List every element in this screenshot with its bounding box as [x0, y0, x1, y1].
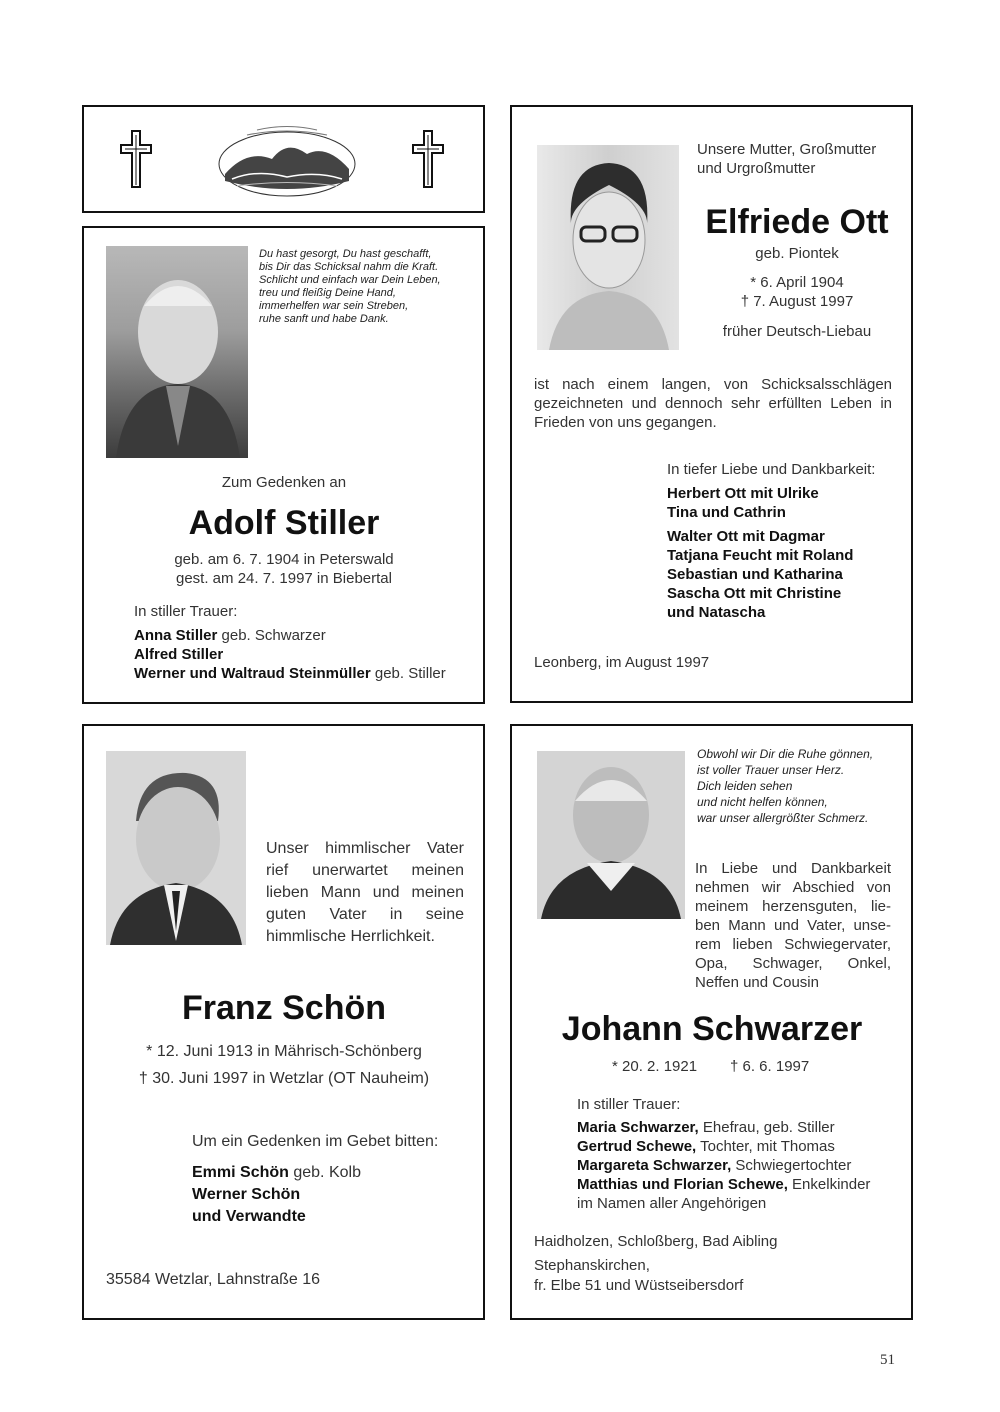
mourner-line: Anna Stiller geb. Schwarzer — [134, 627, 326, 644]
mourner-line: Matthias und Florian Schewe, Enkelkinder — [577, 1176, 871, 1193]
birth-date: * 6. April 1904 — [750, 274, 844, 291]
mourner-line: Tina und Cathrin — [667, 504, 786, 521]
verse-line: Obwohl wir Dir die Ruhe gönnen, — [697, 747, 874, 761]
mourners-list — [667, 484, 853, 622]
mourning-label: In stiller Trauer: — [134, 603, 238, 620]
verse-line: ist voller Trauer unser Herz. — [697, 763, 845, 777]
prayer-label: Um ein Gedenken im Gebet bitten: — [192, 1133, 439, 1150]
birth-date: * 12. Juni 1913 in Mährisch-Schönberg — [146, 1043, 422, 1060]
mourner-line: und Natascha — [667, 604, 766, 621]
portrait-photo-elfriede-ott — [537, 145, 679, 350]
mourner-line: Sascha Ott mit Christine — [667, 585, 842, 602]
portrait-photo-adolf-stiller — [106, 246, 248, 458]
birth-date: geb. am 6. 7. 1904 in Peterswald — [174, 551, 394, 568]
mourner-line: Werner Schön — [192, 1186, 301, 1203]
page-number: 51 — [880, 1352, 895, 1368]
deceased-name: Franz Schön — [181, 989, 387, 1027]
mourners-list — [134, 626, 479, 683]
obituary-johann-schwarzer — [510, 724, 913, 1320]
mourners-list — [192, 1162, 361, 1228]
mourner-line: Maria Schwarzer, Ehefrau, geb. Stiller — [577, 1119, 835, 1136]
verse-line: war unser allergrößter Schmerz. — [697, 811, 869, 825]
mourner-line: Alfred Stiller — [134, 646, 224, 663]
mourner-line: Tatjana Feucht mit Roland — [667, 547, 854, 564]
mourner-line: im Namen aller Angehörigen — [577, 1195, 767, 1212]
cross-icon — [411, 129, 445, 189]
mourner-line: Emmi Schön geb. Kolb — [192, 1164, 361, 1181]
verse-stiller — [259, 248, 469, 326]
death-date: † 6. 6. 1997 — [730, 1058, 810, 1075]
death-date: † 30. Juni 1997 in Wetzlar (OT Nauheim) — [138, 1070, 430, 1087]
mourning-label: In stiller Trauer: — [577, 1096, 681, 1113]
deceased-name: Johann Schwarzer — [561, 1010, 863, 1048]
places: Haidholzen, Schloßberg, Bad Aibling Stephanskirchen, fr. Elbe 51 und Wüstseibersdorf — [534, 1233, 778, 1294]
verse-schwarzer — [697, 746, 873, 826]
deceased-name: Elfriede Ott — [705, 203, 889, 241]
mourner-line: Walter Ott mit Dagmar — [667, 528, 825, 545]
death-date: † 7. August 1997 — [740, 293, 854, 310]
address: 35584 Wetzlar, Lahnstraße 16 — [106, 1271, 321, 1288]
origin: früher Deutsch-Liebau — [722, 323, 872, 340]
verse-line: Dich leiden sehen — [697, 779, 793, 793]
mourner-line: Herbert Ott mit Ulrike — [667, 485, 819, 502]
intro-text: Zum Gedenken an — [221, 474, 347, 491]
deceased-name: Adolf Stiller — [188, 504, 380, 542]
mourner-line: Sebastian und Katharina — [667, 566, 843, 583]
obituary-franz-schoen — [82, 724, 485, 1320]
cross-icon — [119, 129, 153, 189]
mourners-list — [577, 1118, 870, 1213]
place-date: Leonberg, im August 1997 — [534, 654, 710, 671]
intro-text: Unsere Mutter, Großmutter und Urgroßmutter — [697, 141, 877, 177]
obituary-text: In Liebe und Dankbarkeit nehmen wir Abschied von meinem herzensguten, lie- ben Mann und Vater, unse- rem lieben Schwiegervater, Opa, Schwager, Onkel, Neffen und Cousin — [695, 860, 891, 991]
thanks-label: In tiefer Liebe und Dankbarkeit: — [667, 461, 876, 478]
verse-line: bis Dir das Schicksal nahm die Kraft. — [259, 261, 439, 273]
mourner-line: Margareta Schwarzer, Schwiegertochter — [577, 1157, 852, 1174]
verse-line: Du hast gesorgt, Du hast geschafft, — [259, 248, 432, 260]
verse-line: Schlicht und einfach war Dein Leben, — [259, 274, 441, 286]
mourner-line: Gertrud Schewe, Tochter, mit Thomas — [577, 1138, 835, 1155]
mourner-line: Werner und Waltraud Steinmüller geb. Stiller — [134, 665, 446, 682]
verse-line: immerhelfen war sein Streben, — [259, 300, 409, 312]
obituary-adolf-stiller — [82, 226, 485, 704]
portrait-photo-franz-schoen — [106, 751, 246, 945]
death-date: gest. am 24. 7. 1997 in Biebertal — [176, 570, 392, 587]
mourner-line: und Verwandte — [192, 1208, 306, 1225]
verse-line: und nicht helfen können, — [697, 795, 828, 809]
landscape-vignette-image — [217, 119, 357, 199]
verse-line: treu und fleißig Deine Hand, — [259, 287, 396, 299]
birth-date: * 20. 2. 1921 — [612, 1058, 698, 1075]
obituary-text: Unser himmlischer Vater rief unerwartet meinen lieben Mann und meinen guten Vater in seine himmlische Herrlichkeit. — [266, 840, 464, 945]
verse-line: ruhe sanft und habe Dank. — [259, 313, 389, 325]
obituary-elfriede-ott — [510, 105, 913, 703]
cross-header-box — [82, 105, 485, 213]
maiden-name: geb. Piontek — [755, 245, 839, 262]
obituary-text: ist nach einem langen, von Schicksalsschlägen gezeichneten und dennoch sehr erfüllten Leben in Frieden von uns gegangen. — [534, 376, 892, 431]
portrait-photo-johann-schwarzer — [537, 751, 685, 919]
